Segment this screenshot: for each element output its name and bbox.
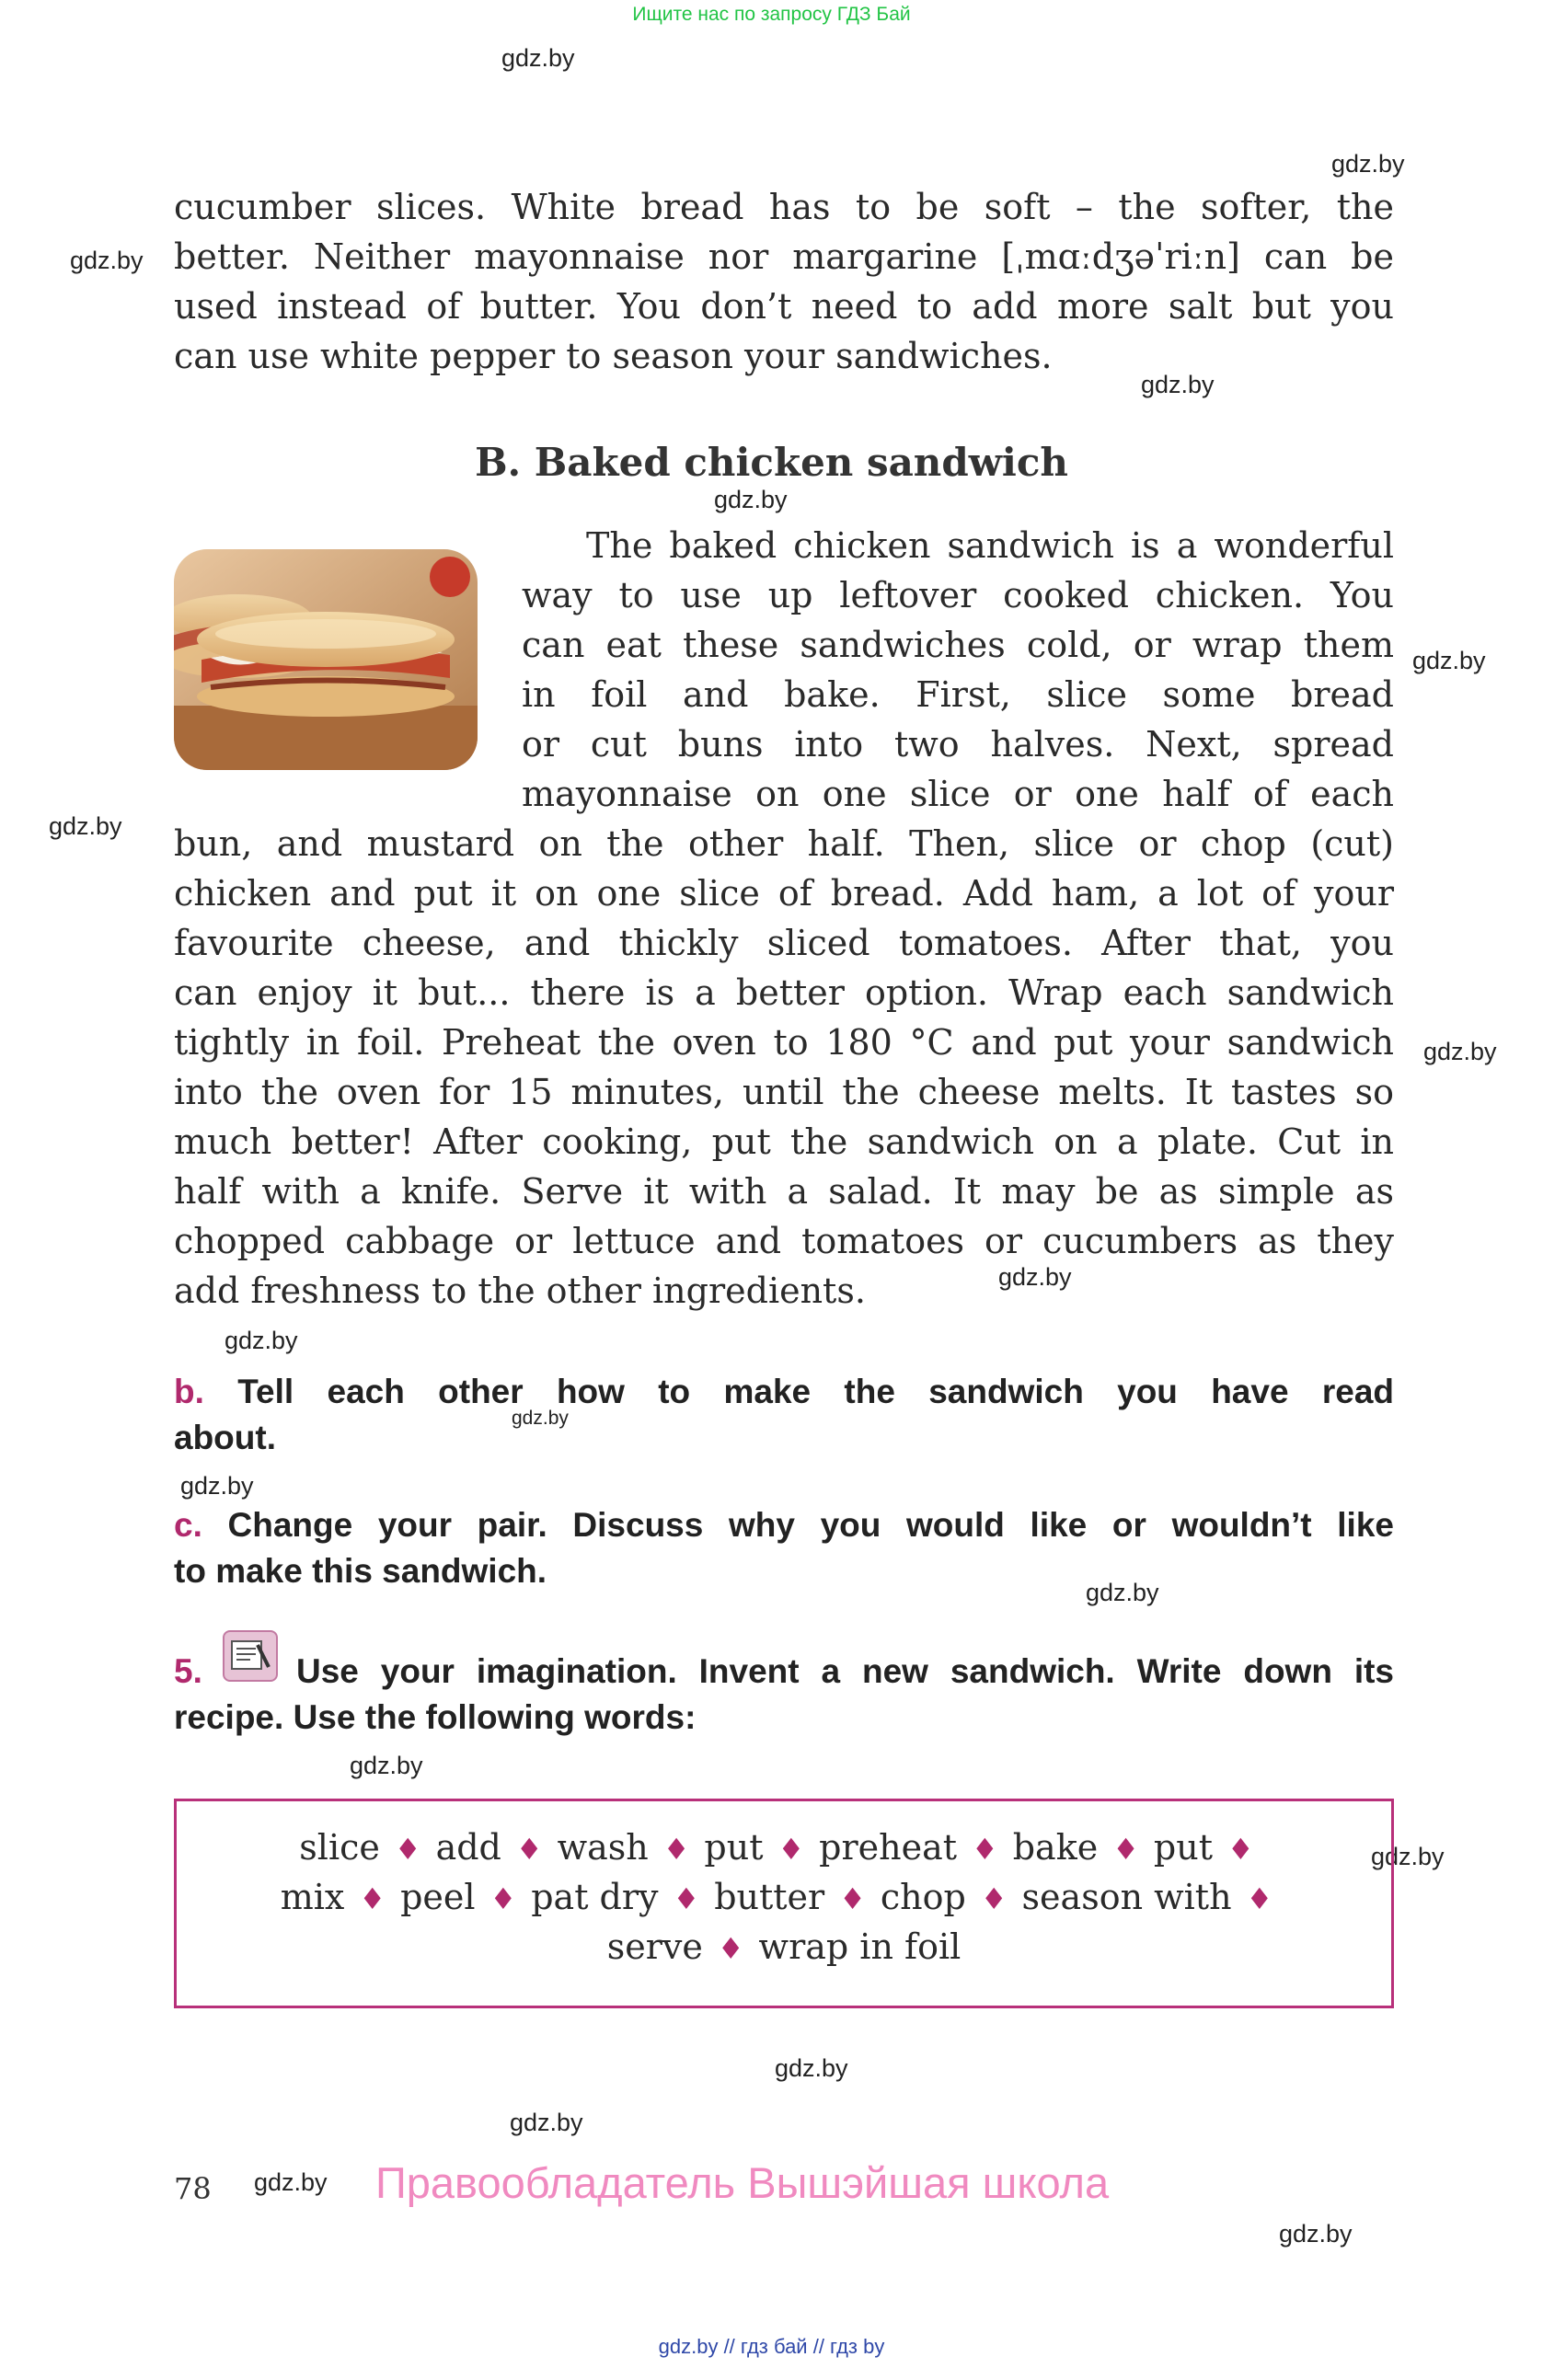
diamond-separator-icon: ♦	[489, 1881, 517, 1916]
watermark: gdz.by	[1331, 150, 1405, 178]
task-b-line	[174, 1369, 1394, 1415]
word-row	[177, 1926, 1391, 1967]
body-text-line: or cut buns into two halves. Next, spread	[522, 724, 1394, 765]
task-label: c.	[174, 1506, 202, 1544]
diamond-separator-icon: ♦	[1246, 1881, 1273, 1916]
word: preheat	[819, 1827, 958, 1868]
page-number: 78	[174, 2171, 212, 2206]
word: mix	[280, 1877, 345, 1917]
watermark: gdz.by	[998, 1263, 1072, 1291]
watermark: gdz.by	[714, 486, 788, 513]
watermark: gdz.by	[510, 2109, 583, 2136]
watermark: gdz.by	[775, 2054, 848, 2082]
body-text-line: into the oven for 15 minutes, until the cheese melts. It tastes so	[174, 1072, 1394, 1112]
watermark: gdz.by	[1086, 1579, 1159, 1606]
body-text-line: The baked chicken sandwich is a wonderful	[586, 525, 1394, 566]
watermark: gdz.by	[501, 44, 575, 72]
body-text-line: cucumber slices. White bread has to be soft – the softer, the	[174, 187, 1394, 227]
task-text: Tell each other how to make the sandwich you have read	[237, 1373, 1394, 1410]
body-text-line: favourite cheese, and thickly sliced tomatoes. After that, you	[174, 923, 1394, 963]
task-label: b.	[174, 1373, 204, 1410]
task-c	[174, 1502, 1394, 1594]
watermark: gdz.by	[1371, 1843, 1445, 1870]
footer-links: gdz.by // гдз бай // гдз by	[658, 2335, 885, 2358]
body-text-line: can enjoy it but... there is a better option. Wrap each sandwich	[174, 972, 1394, 1013]
diamond-separator-icon: ♦	[394, 1832, 421, 1867]
body-text-line: in foil and bake. First, slice some bread	[522, 674, 1394, 715]
diamond-separator-icon: ♦	[359, 1881, 386, 1916]
word: put	[704, 1827, 764, 1868]
body-text-line: used instead of butter. You don’t need to add more salt but you	[174, 286, 1394, 327]
word: wrap in foil	[758, 1926, 961, 1967]
word: butter	[714, 1877, 825, 1917]
word: chop	[880, 1877, 966, 1917]
body-text-line: much better! After cooking, put the sandwich on a plate. Cut in	[174, 1121, 1394, 1162]
watermark: gdz.by	[350, 1752, 423, 1779]
word: serve	[606, 1926, 703, 1967]
body-text-line: chicken and put it on one slice of bread. Add ham, a lot of your	[174, 873, 1394, 914]
task-b-line: about.	[174, 1419, 276, 1456]
diamond-separator-icon: ♦	[777, 1832, 805, 1867]
notebook-writing-icon	[223, 1630, 278, 1682]
watermark: gdz.by	[1279, 2220, 1353, 2248]
word-box	[174, 1799, 1394, 2008]
watermark: gdz.by	[1141, 371, 1215, 398]
diamond-separator-icon: ♦	[515, 1832, 543, 1867]
word: bake	[1012, 1827, 1099, 1868]
watermark: gdz.by	[1423, 1038, 1497, 1065]
body-text-line: way to use up leftover cooked chicken. You	[522, 575, 1394, 615]
body-text-line: mayonnaise on one slice or one half of each	[522, 774, 1394, 814]
body-text-line: add freshness to the other ingredients.	[174, 1270, 866, 1311]
word: season with	[1021, 1877, 1232, 1917]
watermark: gdz.by	[225, 1327, 298, 1354]
word: pat dry	[531, 1877, 659, 1917]
task-5-line: Use your imagination. Invent a new sandwich. Write down its	[296, 1652, 1394, 1690]
task-c-line	[174, 1502, 1394, 1548]
watermark: gdz.by	[254, 2168, 328, 2196]
word: slice	[299, 1827, 380, 1868]
diamond-separator-icon: ♦	[1112, 1832, 1139, 1867]
body-text-line: chopped cabbage or lettuce and tomatoes or cucumbers as they	[174, 1221, 1394, 1261]
watermark: gdz.by	[512, 1408, 569, 1429]
body-text-line: bun, and mustard on the other half. Then, slice or chop (cut)	[174, 823, 1394, 864]
task-5-line: recipe. Use the following words:	[174, 1698, 697, 1736]
diamond-separator-icon: ♦	[717, 1931, 744, 1966]
diamond-separator-icon: ♦	[673, 1881, 700, 1916]
diamond-separator-icon: ♦	[980, 1881, 1008, 1916]
sandwich-photo	[174, 549, 478, 770]
task-c-line: to make this sandwich.	[174, 1552, 547, 1590]
word: peel	[400, 1877, 476, 1917]
diamond-separator-icon: ♦	[1227, 1832, 1254, 1867]
diamond-separator-icon: ♦	[662, 1832, 690, 1867]
body-text-line: can eat these sandwiches cold, or wrap them	[522, 625, 1394, 665]
diamond-separator-icon: ♦	[972, 1832, 998, 1867]
word: put	[1153, 1827, 1213, 1868]
word: wash	[557, 1827, 649, 1868]
watermark: gdz.by	[49, 812, 122, 840]
task-5	[296, 1649, 1394, 1695]
watermark: gdz.by	[180, 1472, 254, 1500]
copyright-notice: Правообладатель Вышэйшая школа	[375, 2158, 1110, 2207]
top-banner: Ищите нас по запросу ГДЗ Бай	[632, 4, 911, 25]
watermark: gdz.by	[1412, 647, 1486, 674]
task-5-label: 5.	[174, 1652, 202, 1690]
diamond-separator-icon: ♦	[839, 1881, 866, 1916]
word: add	[435, 1827, 501, 1868]
watermark: gdz.by	[70, 247, 144, 274]
body-text-line: half with a knife. Serve it with a salad. It may be as simple as	[174, 1171, 1394, 1212]
body-text-line: better. Neither mayonnaise nor margarine [ˌmɑːdʒəˈriːn] can be	[174, 236, 1394, 277]
task-text: Change your pair. Discuss why you would like or wouldn’t like	[227, 1506, 1394, 1544]
word-row	[177, 1877, 1391, 1917]
word-row	[177, 1827, 1391, 1868]
body-text-line: can use white pepper to season your sandwiches.	[174, 336, 1053, 376]
body-text-line: tightly in foil. Preheat the oven to 180 °C and put your sandwich	[174, 1022, 1394, 1063]
section-title: B. Baked chicken sandwich	[475, 440, 1068, 485]
task-b	[174, 1369, 1394, 1461]
